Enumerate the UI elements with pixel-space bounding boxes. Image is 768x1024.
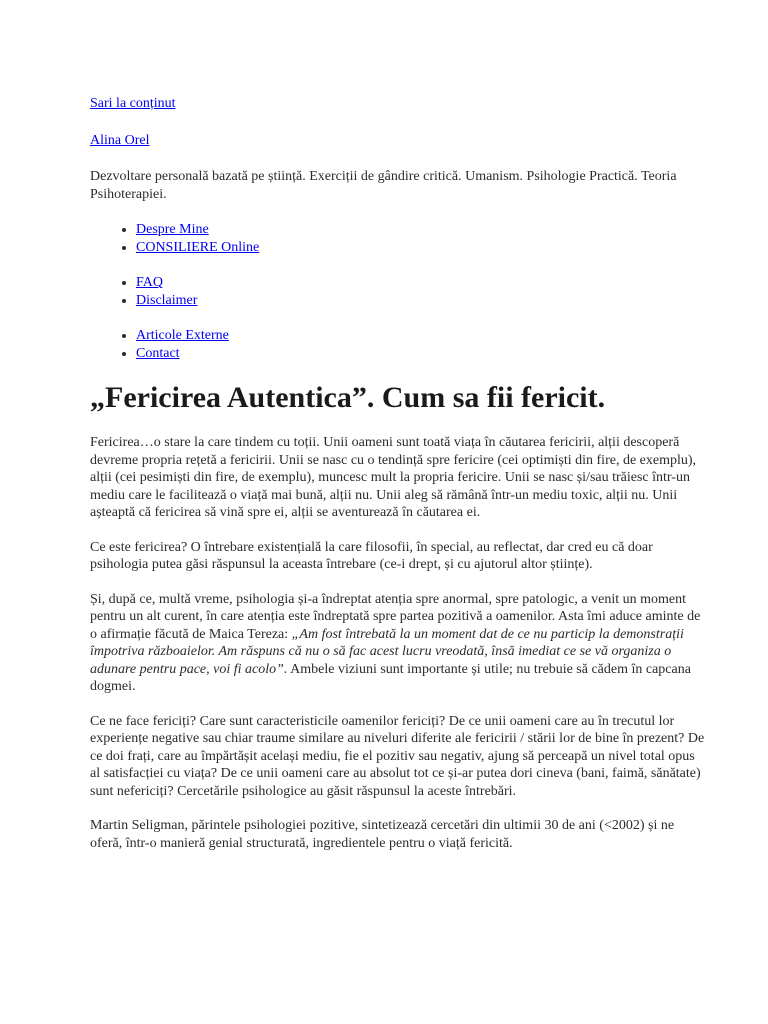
article-paragraph-1: Fericirea…o stare la care tindem cu toții. Unii oameni sunt toată viața în căutarea fericirii, alții descoperă devreme propria rețetă a fericirii. Unii se nasc cu o tendință spre fericire (cei optimiști din fire, de exemplu), alții (cei pesimiști din fire, de exemplu), muncesc mult la propria fericire. Unii se nasc și/sau trăiesc într-un mediu care le facilitează o viață mai bună, alții nu. Unii aleg să rămână într-un mediu toxic, alții nu. Unii așteaptă că fericirea să vină spre ei, alții se aventurează în căutarea ei. xyxy=(90,435,697,520)
article-body xyxy=(90,434,708,852)
menu-link-disclaimer[interactable]: Disclaimer xyxy=(136,292,198,308)
menu-item xyxy=(136,327,708,345)
nav-menu-3 xyxy=(90,327,708,362)
paragraph-text: Ambele viziuni sunt importante și utile; nu trebuie să cădem în capcana dogmei. xyxy=(90,661,691,694)
article-paragraph-5: Martin Seligman, părintele psihologiei pozitive, sintetizează cercetări din ultimii 30 de ani (<2002) și ne oferă, într-o manieră genial structurată, ingredientele pentru o viață fericită. xyxy=(90,818,675,851)
article-paragraph-4: Ce ne face fericiți? Care sunt caracteristicile oamenilor fericiți? De ce unii oameni care au în trecutul lor experiențe negative sau chiar traume similare au niveluri diferite ale fericirii / stării lor de bine în prezent? De ce doi frați, care au împărtășit același mediu, fie el pozitiv sau negativ, ajung să perceapă un nivel total opus al satisfacției cu viața? De ce unii oameni care au absolut tot ce și-ar putea dori cineva (bani, faimă, sănătate) sunt nefericiți? Cercetările psihologice au găsit răspunsul la aceste întrebări. xyxy=(90,713,705,799)
menu-link-articole-externe[interactable]: Articole Externe xyxy=(136,328,229,343)
quote-mother-teresa: „Am fost întrebată la un moment dat de ce nu particip la demonstrații împotriva războaielor. Am răspuns că nu o să fac acest lucru vreodată, însă imediat ce se vă organiza o adunare pentru pace, voi fi acolo”. xyxy=(90,626,684,677)
article-paragraph-2: Ce este fericirea? O întrebare existențială la care filosofii, în special, au reflectat, dar cred eu că doar psihologia putea găsi răspunsul la aceasta întrebare (ce-i drept, și cu ajutorul altor științe). xyxy=(90,539,653,572)
menu-item xyxy=(136,274,708,292)
menu-item xyxy=(136,292,708,310)
menu-link-despre-mine[interactable]: Despre Mine xyxy=(136,222,209,237)
article-title: „Fericirea Autentica”. Cum sa fii fericit. xyxy=(90,381,606,414)
paragraph-text: Și, după ce, multă vreme, psihologia și-a îndreptat atenția spre anormal, spre patologic, a venit un moment pentru un alt curent, în care atenția este îndreptată spre partea pozitivă a oamenilor. Asta îmi aduce aminte de o afirmație făcută de Maica Tereza: xyxy=(90,591,701,642)
skip-to-content-link[interactable]: Sari la conținut xyxy=(90,96,176,111)
article-paragraph-3 xyxy=(90,591,708,696)
site-title-wrap xyxy=(90,132,708,150)
menu-item xyxy=(136,239,708,257)
menu-link-contact[interactable]: Contact xyxy=(136,345,180,361)
menu-link-consiliere-online[interactable]: CONSILIERE Online xyxy=(136,239,260,255)
menu-link-faq[interactable]: FAQ xyxy=(136,275,163,290)
nav-menu-2 xyxy=(90,274,708,309)
menu-item xyxy=(136,221,708,239)
menu-item xyxy=(136,345,708,363)
nav-menu-1 xyxy=(90,221,708,256)
site-title-link[interactable]: Alina Orel xyxy=(90,132,150,148)
site-description: Dezvoltare personală bazată pe știință. Exerciții de gândire critică. Umanism. Psihologie Practică. Teoria Psihoterapiei. xyxy=(90,169,677,202)
